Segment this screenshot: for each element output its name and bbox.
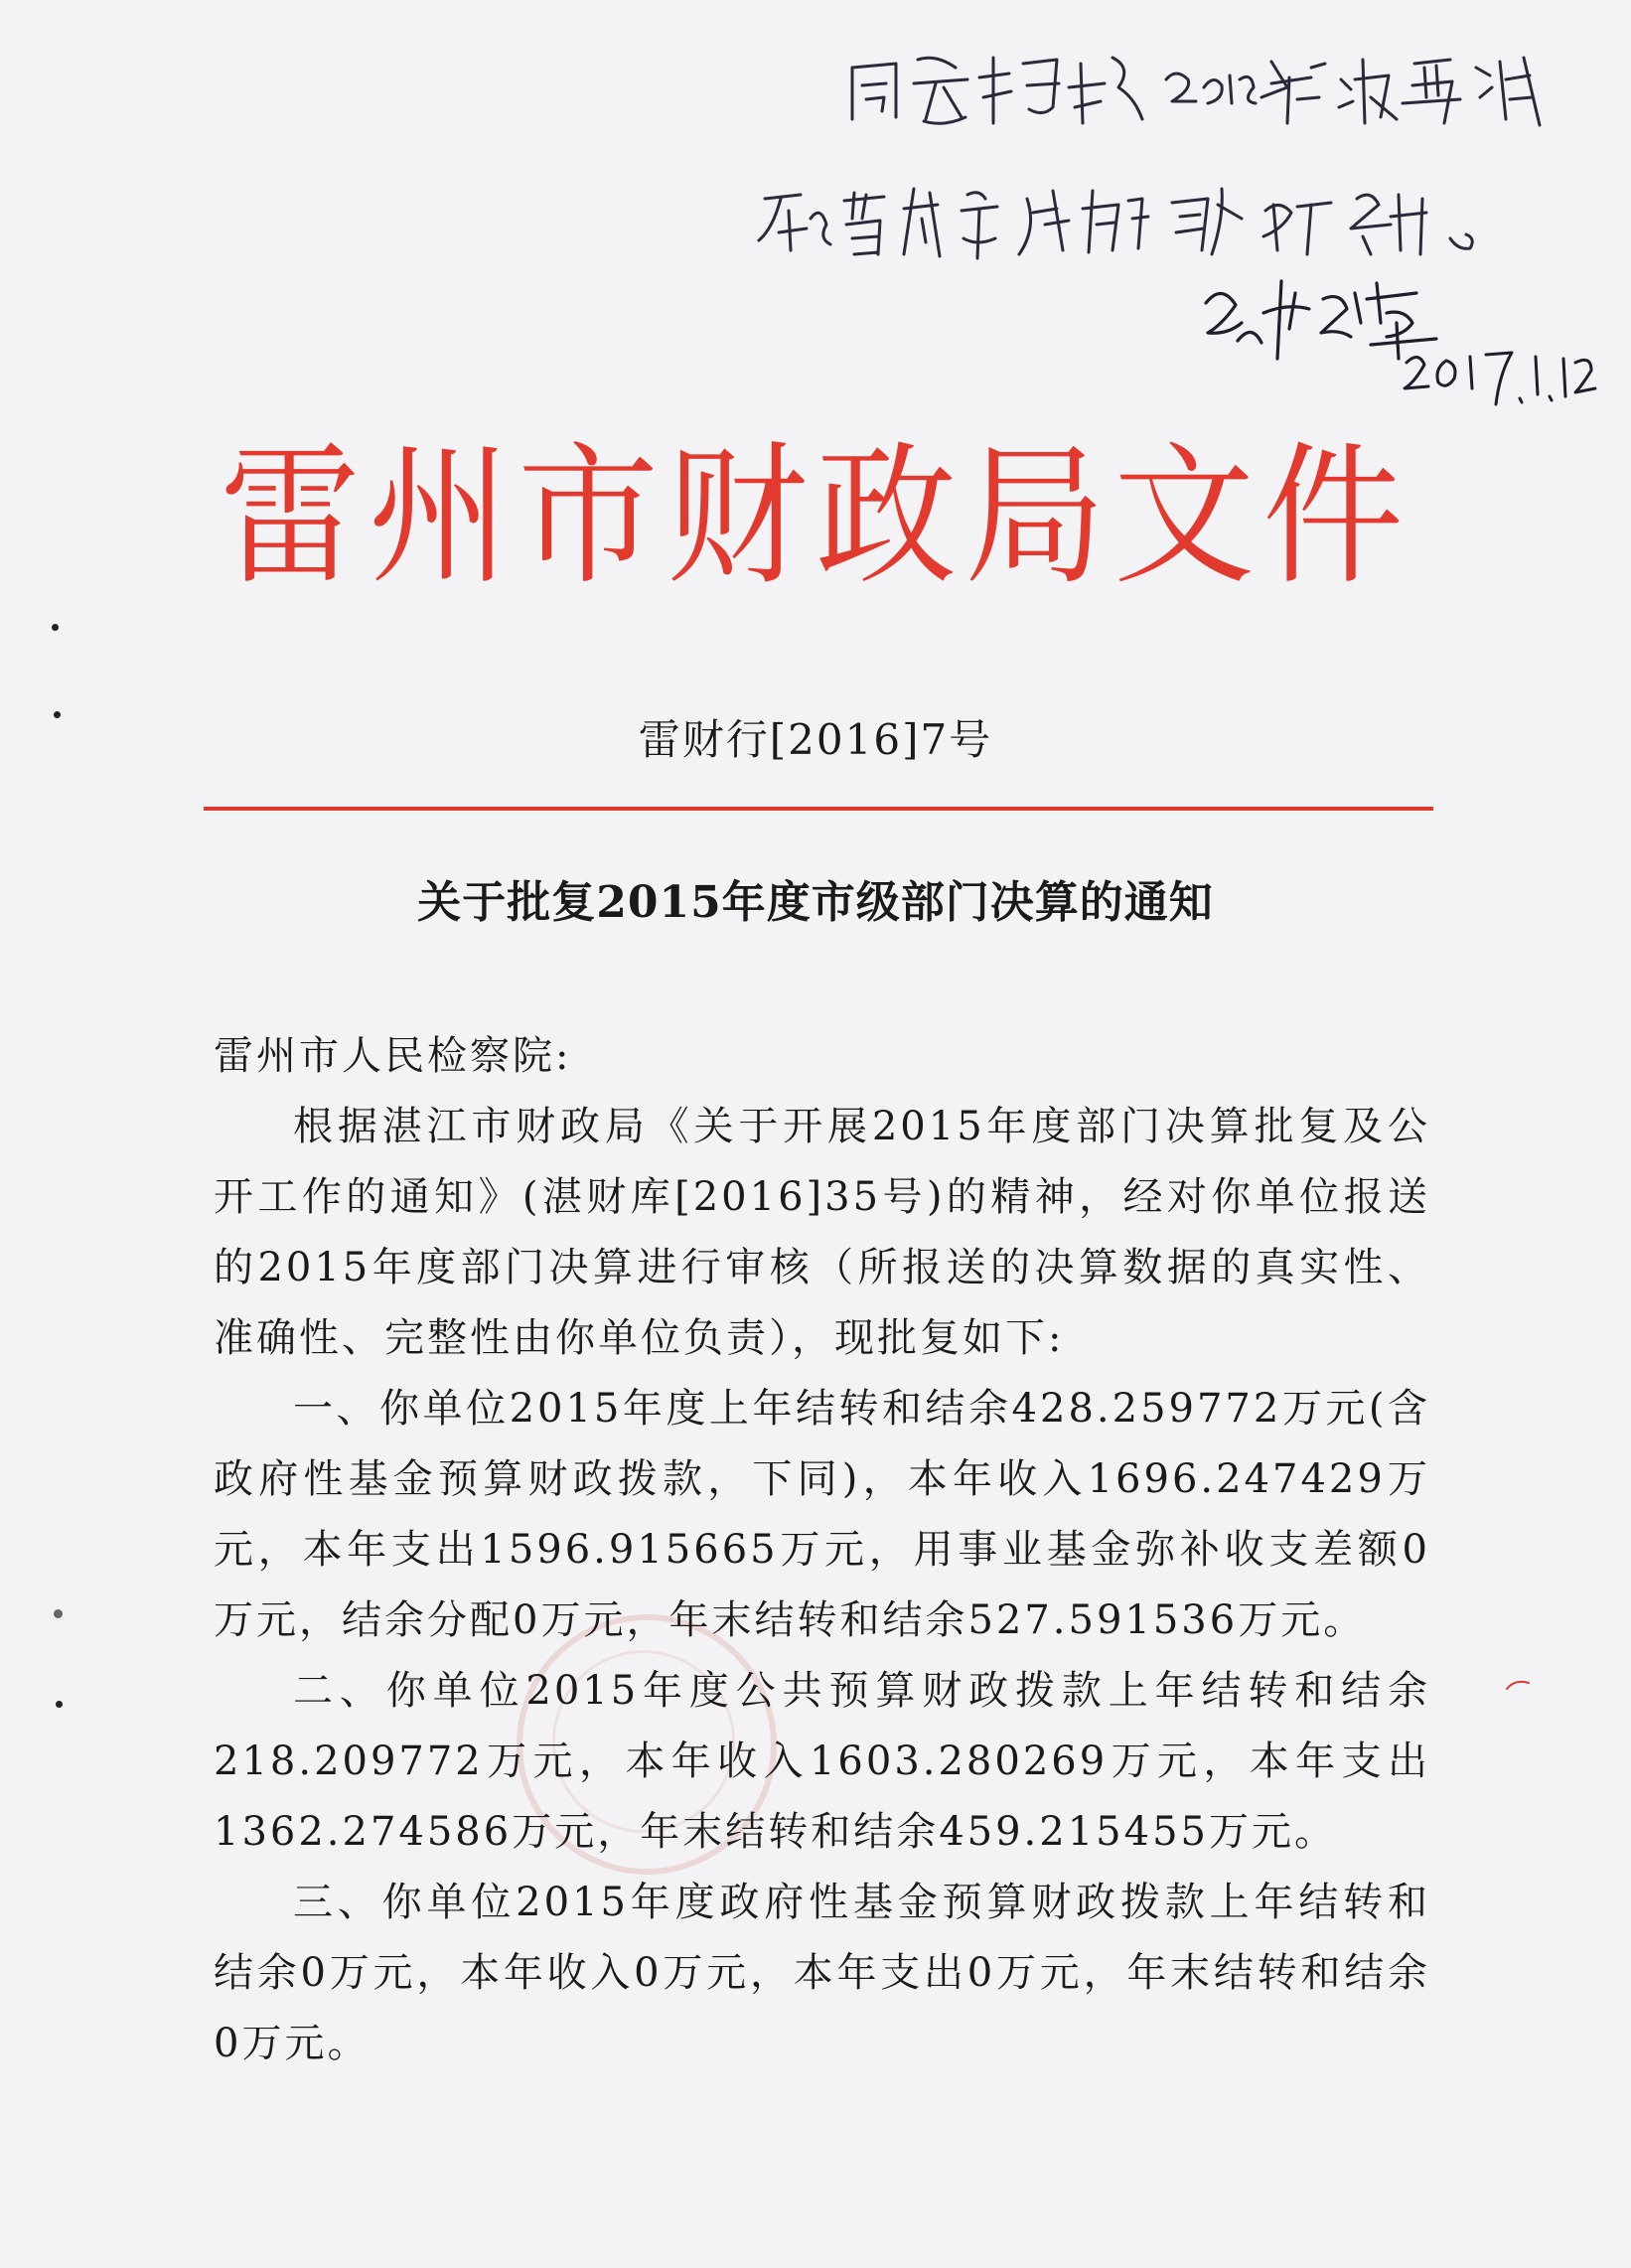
handwritten-note-line-1 xyxy=(844,28,1559,137)
binding-mark xyxy=(56,1701,63,1708)
handwritten-date xyxy=(1401,343,1599,412)
paragraph-item-1: 一、你单位2015年度上年结转和结余428.259772万元(含政府性基金预算财政拨款，下同)，本年收入1696.247429万元，本年支出1596.915665万元，用事业基金弥补收支差额0万元，结余分配0万元，年末结转和结余527.591536万元。 xyxy=(214,1386,1430,1643)
header-divider xyxy=(204,807,1433,811)
binding-mark xyxy=(54,1609,63,1618)
handwritten-note-line-2 xyxy=(755,159,1490,268)
paragraph-item-2: 二、你单位2015年度公共预算财政拨款上年结转和结余218.209772万元，本年收入1603.280269万元，本年支出1362.274586万元，年末结转和结余459.215455万元。 xyxy=(214,1668,1430,1855)
document-number: 雷财行[2016]7号 xyxy=(638,715,993,764)
paragraph-item-3: 三、你单位2015年度政府性基金预算财政拨款上年结转和结余0万元，本年收入0万元，本年支出0万元，年末结转和结余0万元。 xyxy=(214,1880,1430,2066)
notice-title: 关于批复2015年度市级部门决算的通知 xyxy=(417,877,1214,928)
binding-mark xyxy=(54,711,61,718)
addressee: 雷州市人民检察院: xyxy=(214,1033,572,1079)
binding-mark xyxy=(52,624,59,631)
paragraph-intro: 根据湛江市财政局《关于开展2015年度部门决算批复及公开工作的通知》(湛财库[2016]35号)的精神，经对你单位报送的2015年度部门决算进行审核（所报送的决算数据的真实性、准确性、完整性由你单位负责），现批复如下: xyxy=(214,1104,1430,1361)
document-header-title: 雷州市财政局文件 xyxy=(220,428,1411,606)
red-pen-mark xyxy=(1505,1677,1531,1691)
notice-body xyxy=(214,1021,1430,2079)
